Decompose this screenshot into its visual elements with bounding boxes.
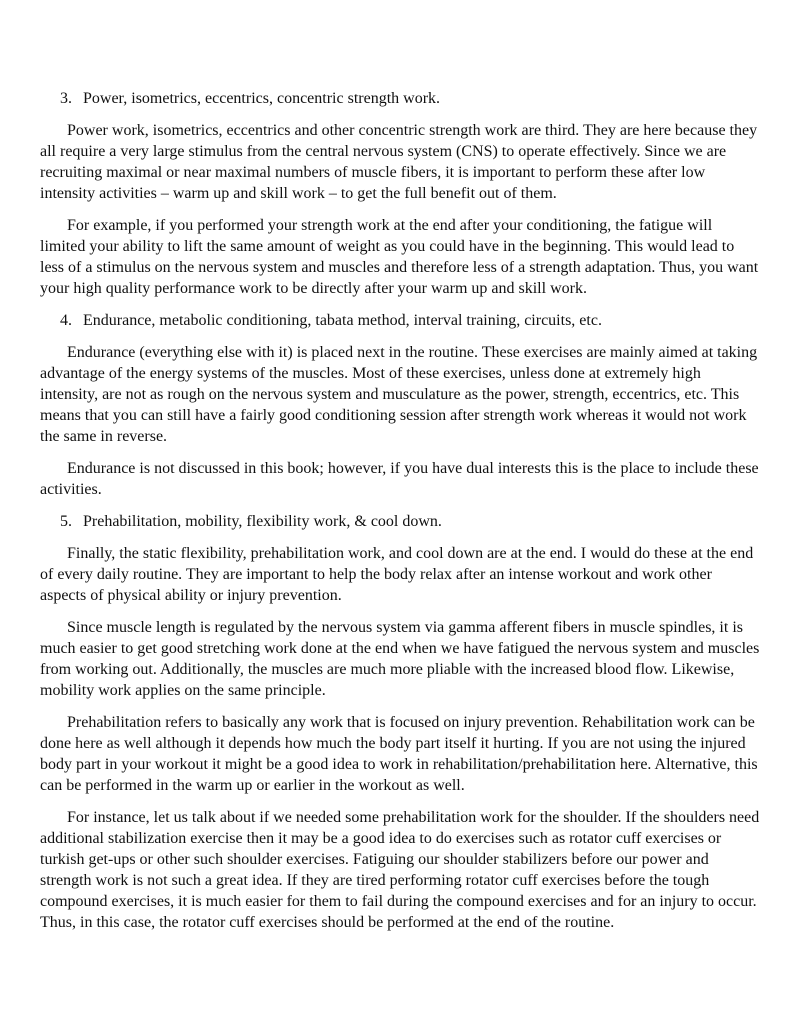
paragraph: For example, if you performed your strength work at the end after your conditioning, the fatigue will limited your ability to lift the same amount of weight as you could have in the beginning. This would lead to less of a stimulus on the nervous system and muscles and therefore less of a strength adaptation. Thus, you want your high quality performance work to be directly after your warm up and skill work. — [40, 217, 759, 297]
paragraph: Since muscle length is regulated by the nervous system via gamma afferent fibers in muscle spindles, it is much easier to get good stretching work done at the end when we have fatigued the nervous system and muscles from working out. Additionally, the muscles are much more pliable with the increased blood flow. Likewise, mobility work applies on the same principle. — [40, 619, 760, 699]
paragraph: Endurance (everything else with it) is placed next in the routine. These exercises are mainly aimed at taking advantage of the energy systems of the muscles. Most of these exercises, unless done at extremely high intensity, are not as rough on the nervous system and musculature as the power, strength, eccentrics, etc. This means that you can still have a fairly good conditioning session after strength work whereas it would not work the same in reverse. — [40, 344, 758, 445]
list-item-3 — [40, 88, 760, 109]
list-item-label: Endurance, metabolic conditioning, tabata method, interval training, circuits, etc. — [83, 312, 602, 329]
paragraph: Prehabilitation refers to basically any work that is focused on injury prevention. Rehabilitation work can be done here as well although it depends how much the body part itself it hurting. If you are not using the injured body part in your workout it might be a good idea to work in rehabilitation/prehabilitation here. Alternative, this can be performed in the warm up or earlier in the workout as well. — [40, 714, 758, 794]
paragraph: For instance, let us talk about if we needed some prehabilitation work for the shoulder. If the shoulders need additional stabilization exercise then it may be a good idea to do exercises such as rotator cuff exercises or turkish get-ups or other such shoulder exercises. Fatiguing our shoulder stabilizers before our power and strength work is not such a great idea. If they are tired performing rotator cuff exercises before the tough compound exercises, it is much easier for them to fail during the compound exercises and for an injury to occur. Thus, in this case, the rotator cuff exercises should be performed at the end of the routine. — [40, 809, 760, 931]
list-item-label: Power, isometrics, eccentrics, concentric strength work. — [83, 90, 441, 107]
list-item-number: 3. — [60, 90, 72, 107]
paragraph: Endurance is not discussed in this book; however, if you have dual interests this is the place to include these activities. — [40, 460, 759, 498]
paragraph: Power work, isometrics, eccentrics and other concentric strength work are third. They are here because they all require a very large stimulus from the central nervous system (CNS) to operate effectively. Since we are recruiting maximal or near maximal numbers of muscle fibers, it is important to perform these after low intensity activities – warm up and skill work – to get the full benefit out of them. — [40, 122, 758, 202]
list-item-4 — [40, 310, 760, 331]
list-item-number: 4. — [60, 312, 72, 329]
paragraph: Finally, the static flexibility, prehabilitation work, and cool down are at the end. I would do these at the end of every daily routine. They are important to help the body relax after an intense workout and work other aspects of physical ability or injury prevention. — [40, 545, 754, 604]
list-item-number: 5. — [60, 513, 72, 530]
list-item-label: Prehabilitation, mobility, flexibility work, & cool down. — [83, 513, 442, 530]
list-item-5 — [40, 511, 760, 532]
